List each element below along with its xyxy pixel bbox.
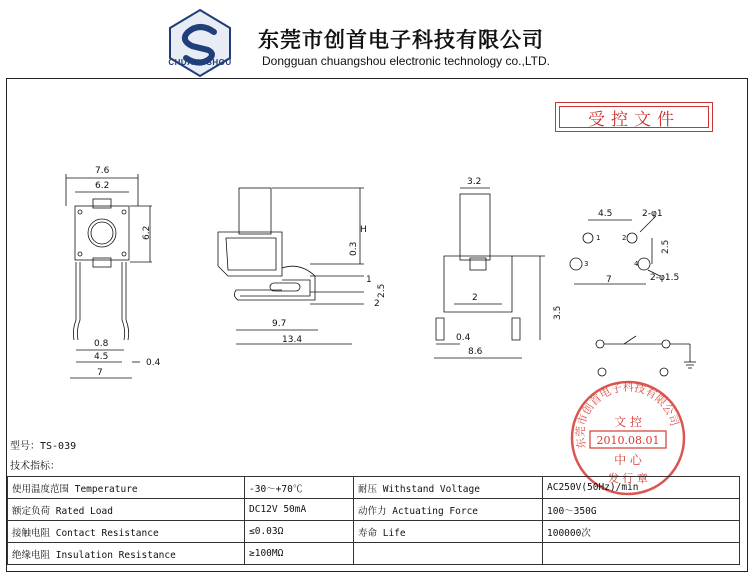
spec-label: 寿命 Life (354, 521, 543, 543)
end-view (434, 177, 563, 358)
tech-spec-title: 技术指标： (10, 461, 60, 472)
pin-1: 1 (596, 234, 601, 242)
spec-label: 额定负荷 Rated Load (8, 499, 245, 521)
spec-table (7, 476, 740, 565)
brand-name: CHUANGSHOU (168, 58, 232, 67)
dim-H: H (360, 225, 367, 235)
dim-1: 1 (366, 275, 372, 285)
dim-9-7: 9.7 (272, 319, 287, 329)
dim-7-6: 7.6 (95, 166, 110, 176)
spec-value: ≥100MΩ (245, 543, 354, 565)
svg-text:东莞市创首电子科技有限公司: 东莞市创首电子科技有限公司 (573, 380, 682, 450)
dim-8-6: 8.6 (468, 347, 483, 357)
svg-text:文 控: 文 控 (614, 415, 642, 429)
dim-3-5: 3.5 (553, 305, 563, 320)
side-view (218, 188, 387, 345)
dim-2-5: 2.5 (377, 283, 387, 298)
spec-label: 接触电阻 Contact Resistance (8, 521, 245, 543)
model-number: 型号：TS-039 (10, 441, 77, 452)
company-name-cn: 东莞市创首电子科技有限公司 (258, 27, 544, 52)
svg-text:中 心: 中 心 (614, 453, 642, 467)
pcb-7: 7 (606, 275, 612, 285)
spec-value (543, 543, 740, 565)
dim-0-4: 0.4 (146, 358, 161, 368)
company-name-en: Dongguan chuangshou electronic technology co.,LTD. (262, 54, 550, 68)
pcb-layout (570, 209, 679, 285)
spec-label: 动作力 Actuating Force (354, 499, 543, 521)
spec-value: ≤0.03Ω (245, 521, 354, 543)
spec-label (354, 543, 543, 565)
table-row (8, 477, 740, 499)
pcb-4-5: 4.5 (598, 209, 613, 219)
controlled-document-badge: 受控文件 (555, 102, 713, 132)
dim-3-2: 3.2 (467, 177, 482, 187)
dim-2: 2 (374, 299, 380, 309)
schematic (596, 336, 696, 376)
spec-value: -30～+70℃ (245, 477, 354, 499)
pcb-2-5: 2.5 (661, 239, 671, 254)
dim-4-5: 4.5 (94, 352, 109, 362)
spec-label: 使用温度范围 Temperature (8, 477, 245, 499)
pin-3: 3 (584, 260, 589, 268)
pcb-hole-1: 2-φ1 (642, 209, 663, 219)
table-row (8, 521, 740, 543)
front-view (66, 166, 161, 378)
dim-6-2-side: 6.2 (142, 225, 152, 240)
spec-label: 绝缘电阻 Insulation Resistance (8, 543, 245, 565)
dim-2-end: 2 (472, 293, 478, 303)
pin-4: 4 (634, 260, 639, 268)
spec-value: 100～350G (543, 499, 740, 521)
svg-text:2010.08.01: 2010.08.01 (596, 434, 660, 447)
dim-6-2-top: 6.2 (95, 181, 110, 191)
spec-value: DC12V 50mA (245, 499, 354, 521)
pin-2: 2 (622, 234, 627, 242)
dim-13-4: 13.4 (282, 335, 303, 345)
spec-value: AC250V(50Hz)/min (543, 477, 740, 499)
dim-0-3: 0.3 (349, 241, 359, 256)
spec-value: 100000次 (543, 521, 740, 543)
dim-0-8: 0.8 (94, 339, 109, 349)
pcb-hole-1-5: 2-φ1.5 (650, 273, 680, 283)
dim-7: 7 (97, 368, 103, 378)
svg-text:发 行 章: 发 行 章 (608, 472, 648, 485)
dim-0-4-end: 0.4 (456, 333, 471, 343)
table-row (8, 499, 740, 521)
spec-label: 耐压 Withstand Voltage (354, 477, 543, 499)
table-row (8, 543, 740, 565)
